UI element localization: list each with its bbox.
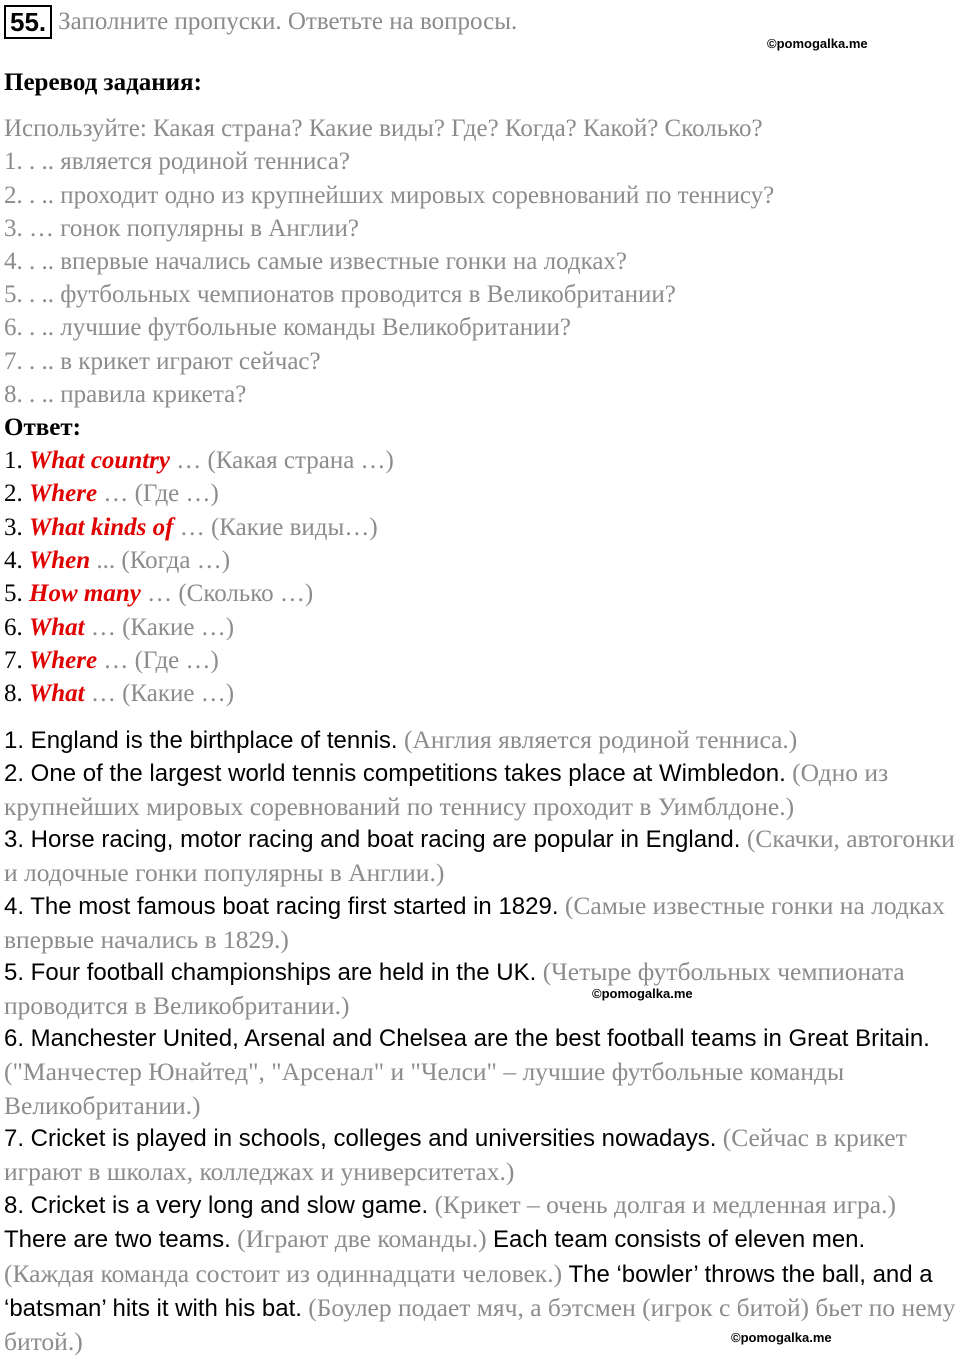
sentence-ru: (Одно из крупнейших мировых соревнований по теннису проходит в Уимблдоне.) — [4, 758, 889, 822]
answer-translation: … (Сколько …) — [147, 580, 314, 607]
answer-word: What country — [29, 447, 171, 474]
answer-translation: … (Где …) — [103, 480, 219, 507]
sentence-en: Each team consists of eleven men. — [493, 1226, 866, 1254]
sentence — [4, 723, 959, 757]
sentence — [4, 1021, 959, 1122]
translation-line: 4. . .. впервые начались самые известные гонки на лодках? — [4, 248, 628, 275]
answer-translation: … (Какие …) — [90, 680, 235, 707]
answer-number: 5. — [4, 580, 29, 607]
answer-number: 8. — [4, 680, 29, 707]
answer-item — [4, 611, 234, 644]
exercise-header — [4, 4, 517, 40]
answer-number: 7. — [4, 647, 29, 674]
translation-heading: Перевод задания: — [4, 69, 202, 96]
sentence-en: 1. England is the birthplace of tennis. — [4, 727, 398, 754]
sentence-ru: ("Манчестер Юнайтед", "Арсенал" и "Челси" – лучшие футбольные команды Великобритании.) — [4, 1057, 845, 1120]
sentence-ru: (Четыре футбольных чемпионата проводится в Великобритании.) — [4, 957, 905, 1021]
translation-line: 2. . .. проходит одно из крупнейших мировых соревнований по теннису? — [4, 182, 775, 209]
answer-number: 6. — [4, 614, 29, 641]
translation-line: 1. . .. является родиной тенниса? — [4, 148, 351, 175]
sentence — [4, 822, 959, 890]
answer-translation: … (Какая страна …) — [176, 447, 394, 474]
sentence-en: The ‘bowler’ throws the ball, and a ‘batsman’ hits it with his bat. — [4, 1260, 933, 1322]
sentence — [4, 1121, 959, 1189]
translation-line: Используйте: Какая страна? Какие виды? Где? Когда? Какой? Сколько? — [4, 115, 763, 142]
sentence-ru: (Сейчас в крикет играют в школах, колледжах и университетах.) — [4, 1123, 907, 1187]
answer-word: Where — [29, 647, 98, 674]
answer-word: What — [29, 680, 85, 707]
sentence — [4, 955, 959, 1023]
translation-line: 7. . .. в крикет играют сейчас? — [4, 348, 321, 375]
translation-line: 8. . .. правила крикета? — [4, 381, 247, 408]
answer-item — [4, 644, 219, 677]
sentence-ru: (Крикет – очень долгая и медленная игра.) — [434, 1190, 896, 1219]
sentence-en: 6. Manchester United, Arsenal and Chelsea are the best football teams in Great Britain. — [4, 1025, 930, 1052]
answer-heading: Ответ: — [4, 414, 81, 441]
answer-item — [4, 544, 230, 577]
sentence — [4, 889, 959, 957]
exercise-number: 55. — [4, 5, 52, 39]
watermark: ©pomogalka.me — [731, 1330, 832, 1345]
sentence-ru: (Скачки, автогонки и лодочные гонки популярны в Англии.) — [4, 824, 955, 888]
watermark: ©pomogalka.me — [767, 36, 868, 51]
answer-item — [4, 511, 378, 544]
sentence-ru: (Каждая команда состоит из одиннадцати человек.) — [4, 1258, 563, 1288]
answer-word: When — [29, 547, 91, 574]
sentence-en: 5. Four football championships are held in the UK. — [4, 959, 537, 986]
answer-item — [4, 477, 219, 510]
sentence-en: 8. Cricket is a very long and slow game. — [4, 1192, 429, 1219]
sentence-en: 7. Cricket is played in schools, colleges and universities nowadays. — [4, 1125, 717, 1152]
sentence-en: 2. One of the largest world tennis competitions takes place at Wimbledon. — [4, 760, 786, 787]
translation-line: 6. . .. лучшие футбольные команды Великобритании? — [4, 314, 572, 341]
answer-item — [4, 577, 313, 610]
answer-item — [4, 677, 234, 710]
answer-number: 3. — [4, 514, 29, 541]
sentence-en: 3. Horse racing, motor racing and boat racing are popular in England. — [4, 826, 741, 853]
sentence-ru: (Англия является родиной тенниса.) — [403, 725, 798, 754]
translation-line: 3. … гонок популярны в Англии? — [4, 215, 360, 242]
answer-word: What kinds of — [29, 514, 174, 541]
answer-translation: … (Какие виды…) — [179, 514, 378, 541]
sentence-en: There are two teams. — [4, 1226, 231, 1254]
answer-word: Where — [29, 480, 98, 507]
watermark: ©pomogalka.me — [592, 986, 693, 1001]
sentence — [4, 756, 959, 824]
answer-translation: ... (Когда …) — [96, 547, 231, 574]
answer-word: How many — [29, 580, 141, 607]
answer-number: 1. — [4, 447, 29, 474]
translation-line: 5. . .. футбольных чемпионатов проводится в Великобритании? — [4, 281, 676, 308]
exercise-task: Заполните пропуски. Ответьте на вопросы. — [58, 8, 518, 35]
sentence-ru: (Самые известные гонки на лодках впервые начались в 1829.) — [4, 891, 945, 955]
sentence-ru: (Боулер подает мяч, а бэтсмен (игрок с битой) бьет по нему битой.) — [4, 1292, 956, 1357]
answer-translation: … (Где …) — [103, 647, 219, 674]
answer-number: 2. — [4, 480, 29, 507]
answer-word: What — [29, 614, 85, 641]
answer-number: 4. — [4, 547, 29, 574]
answer-translation: … (Какие …) — [90, 614, 235, 641]
answer-item — [4, 444, 394, 477]
sentence-en: 4. The most famous boat racing first started in 1829. — [4, 893, 559, 920]
sentence-ru: (Играют две команды.) — [237, 1224, 487, 1254]
